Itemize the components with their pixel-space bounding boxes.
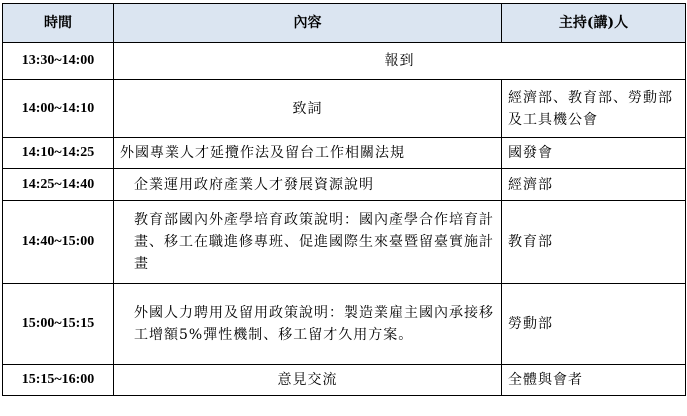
content-cell: 企業運用政府產業人才發展資源說明 (114, 169, 502, 201)
time-cell: 14:25~14:40 (3, 169, 114, 201)
header-row (3, 4, 686, 43)
table-row (3, 284, 686, 365)
table-row (3, 138, 686, 169)
content-cell: 致詞 (114, 80, 502, 138)
schedule-table (2, 3, 686, 396)
time-cell: 15:00~15:15 (3, 284, 114, 365)
host-cell: 經濟部、教育部、勞動部及工具機公會 (502, 80, 686, 138)
time-cell: 14:40~15:00 (3, 201, 114, 284)
content-cell: 教育部國內外產學培育政策說明：國內產學合作培育計畫、移工在職進修專班、促進國際生來臺暨留臺實施計畫 (114, 201, 502, 284)
table-row (3, 365, 686, 396)
content-cell: 外國人力聘用及留用政策說明：製造業雇主國內承接移工增額5%彈性機制、移工留才久用方案。 (114, 284, 502, 365)
content-cell: 外國專業人才延攬作法及留台工作相關法規 (114, 138, 502, 169)
header-content: 內容 (114, 4, 502, 43)
time-cell: 13:30~14:00 (3, 43, 114, 80)
host-cell: 勞動部 (502, 284, 686, 365)
host-cell: 國發會 (502, 138, 686, 169)
host-cell: 全體與會者 (502, 365, 686, 396)
time-cell: 14:00~14:10 (3, 80, 114, 138)
table-row (3, 43, 686, 80)
table-row (3, 201, 686, 284)
host-cell: 經濟部 (502, 169, 686, 201)
table-row (3, 169, 686, 201)
host-cell: 教育部 (502, 201, 686, 284)
time-cell: 15:15~16:00 (3, 365, 114, 396)
content-cell: 報到 (114, 43, 686, 80)
header-host: 主持(講)人 (502, 4, 686, 43)
time-cell: 14:10~14:25 (3, 138, 114, 169)
header-time: 時間 (3, 4, 114, 43)
table-row (3, 80, 686, 138)
content-cell: 意見交流 (114, 365, 502, 396)
